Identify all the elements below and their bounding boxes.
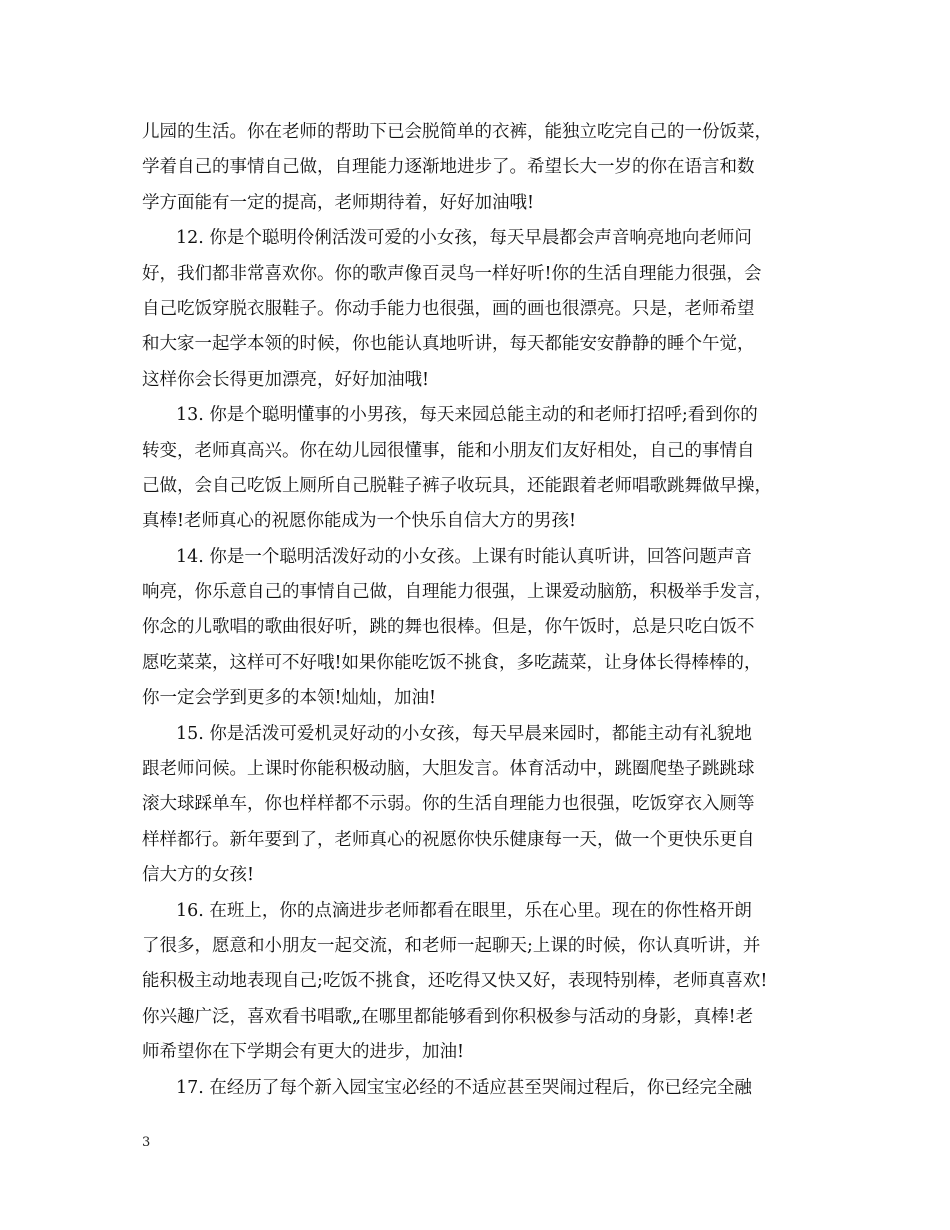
text-line: 12. 你是个聪明伶俐活泼可爱的小女孩，每天早晨都会声音响亮地向老师问 bbox=[176, 228, 752, 249]
text-line: 15. 你是活泼可爱机灵好动的小女孩，每天早晨来园时，都能主动有礼貌地 bbox=[176, 723, 752, 744]
text-line: 真棒!老师真心的祝愿你能成为一个快乐自信大方的男孩! bbox=[142, 511, 577, 532]
text-line: 你念的儿歌唱的歌曲很好听，跳的舞也很棒。但是，你午饭时，总是只吃白饭不 bbox=[142, 617, 755, 638]
body-text bbox=[142, 115, 808, 1106]
text-line: 学着自己的事情自己做，自理能力逐渐地进步了。希望长大一岁的你在语言和数 bbox=[142, 157, 755, 178]
text-line: 己做，会自己吃饭上厕所自己脱鞋子裤子收玩具，还能跟着老师唱歌跳舞做早操， bbox=[142, 475, 772, 496]
text-line: 儿园的生活。你在老师的帮助下已会脱简单的衣裤，能独立吃完自己的一份饭菜， bbox=[142, 122, 772, 142]
text-line: 能积极主动地表现自己;吃饭不挑食，还吃得又快又好，表现特别棒，老师真喜欢! bbox=[142, 971, 768, 992]
text-line: 13. 你是个聪明懂事的小男孩，每天来园总能主动的和老师打招呼;看到你的 bbox=[176, 405, 758, 426]
text-line: 自己吃饭穿脱衣服鞋子。你动手能力也很强，画的画也很漂亮。只是，老师希望 bbox=[142, 298, 755, 319]
text-line: 信大方的女孩! bbox=[142, 865, 255, 886]
text-line: 师希望你在下学期会有更大的进步，加油! bbox=[142, 1042, 465, 1063]
text-line: 转变，老师真高兴。你在幼儿园很懂事，能和小朋友们友好相处，自己的事情自 bbox=[142, 440, 755, 461]
text-line: 和大家一起学本领的时候，你也能认真地听讲，每天都能安安静静的睡个午觉， bbox=[142, 334, 755, 355]
text-line: 14. 你是一个聪明活泼好动的小女孩。上课有时能认真听讲，回答问题声音 bbox=[176, 546, 752, 567]
page-number: 3 bbox=[142, 1135, 151, 1150]
text-line: 17. 在经历了每个新入园宝宝必经的不适应甚至哭闹过程后，你已经完全融 bbox=[176, 1077, 752, 1098]
text-line: 你一定会学到更多的本领!灿灿，加油! bbox=[142, 688, 437, 709]
text-line: 这样你会长得更加漂亮，好好加油哦! bbox=[142, 369, 430, 390]
text-line: 样样都行。新年要到了，老师真心的祝愿你快乐健康每一天，做一个更快乐更自 bbox=[142, 829, 755, 850]
text-line: 响亮，你乐意自己的事情自己做，自理能力很强，上课爱动脑筋，积极举手发言， bbox=[142, 582, 772, 603]
text-line: 学方面能有一定的提高，老师期待着，好好加油哦! bbox=[142, 192, 535, 213]
text-line: 你兴趣广泛，喜欢看书唱歌„在哪里都能够看到你积极参与活动的身影，真棒!老 bbox=[142, 1006, 754, 1027]
text-line: 滚大球踩单车，你也样样都不示弱。你的生活自理能力也很强，吃饭穿衣入厕等 bbox=[142, 794, 755, 815]
text-line: 了很多，愿意和小朋友一起交流，和老师一起聊天;上课的时候，你认真听讲，并 bbox=[142, 935, 761, 956]
text-line: 16. 在班上，你的点滴进步老师都看在眼里，乐在心里。现在的你性格开朗 bbox=[176, 900, 752, 921]
text-line: 好，我们都非常喜欢你。你的歌声像百灵鸟一样好听!你的生活自理能力很强，会 bbox=[142, 263, 762, 284]
text-line: 跟老师问候。上课时你能积极动脑，大胆发言。体育活动中，跳圈爬垫子跳跳球 bbox=[142, 759, 755, 780]
text-line: 愿吃菜菜，这样可不好哦!如果你能吃饭不挑食，多吃蔬菜，让身体长得棒棒的， bbox=[142, 652, 762, 673]
